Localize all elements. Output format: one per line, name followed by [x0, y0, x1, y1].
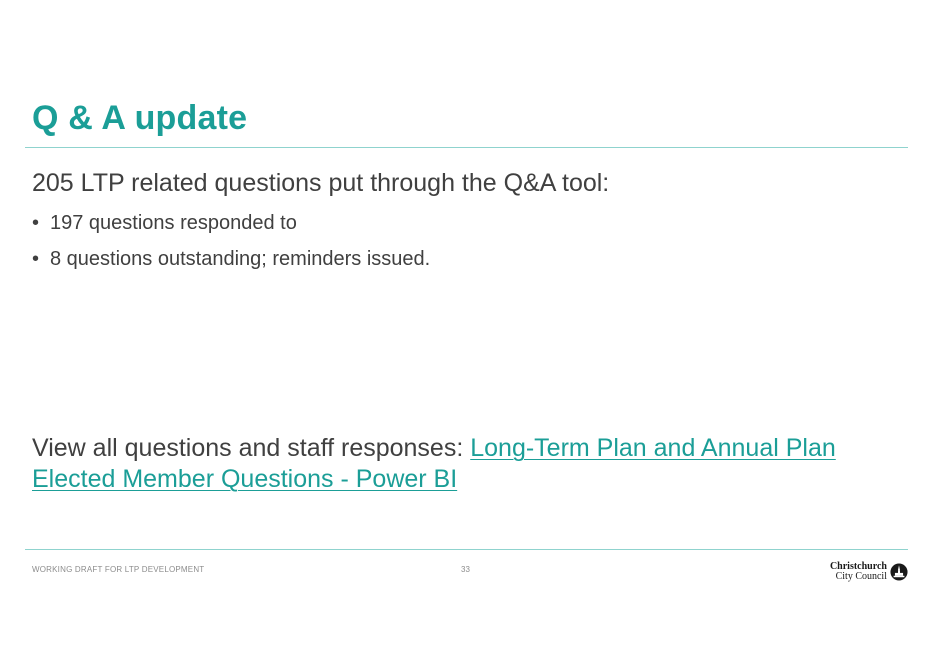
- slide-title: Q & A update: [32, 99, 248, 137]
- list-item: [32, 205, 430, 241]
- bullet-text: 197 questions responded to: [50, 212, 297, 234]
- title-divider: [25, 147, 908, 148]
- logo-line-2: City Council: [835, 571, 887, 582]
- bullet-icon: •: [32, 248, 40, 270]
- logo-wordmark: [830, 562, 887, 582]
- page-number: 33: [461, 565, 470, 574]
- footer-label: WORKING DRAFT FOR LTP DEVELOPMENT: [32, 565, 205, 574]
- view-all-label: View all questions and staff responses:: [32, 434, 471, 462]
- power-bi-link[interactable]: Long-Term Plan and Annual Plan Elected Member Questions - Power BI: [32, 434, 836, 493]
- council-logo: [830, 562, 908, 582]
- cathedral-icon: [890, 563, 908, 581]
- bullet-text: 8 questions outstanding; reminders issued.: [50, 248, 431, 270]
- footer-divider: [25, 549, 908, 550]
- bullet-icon: •: [32, 212, 40, 234]
- logo-line-1: Christchurch: [829, 561, 887, 572]
- list-item: [32, 241, 430, 277]
- view-all-paragraph: [32, 433, 882, 495]
- bullet-list: [32, 205, 430, 277]
- intro-text: 205 LTP related questions put through the Q&A tool:: [32, 169, 610, 197]
